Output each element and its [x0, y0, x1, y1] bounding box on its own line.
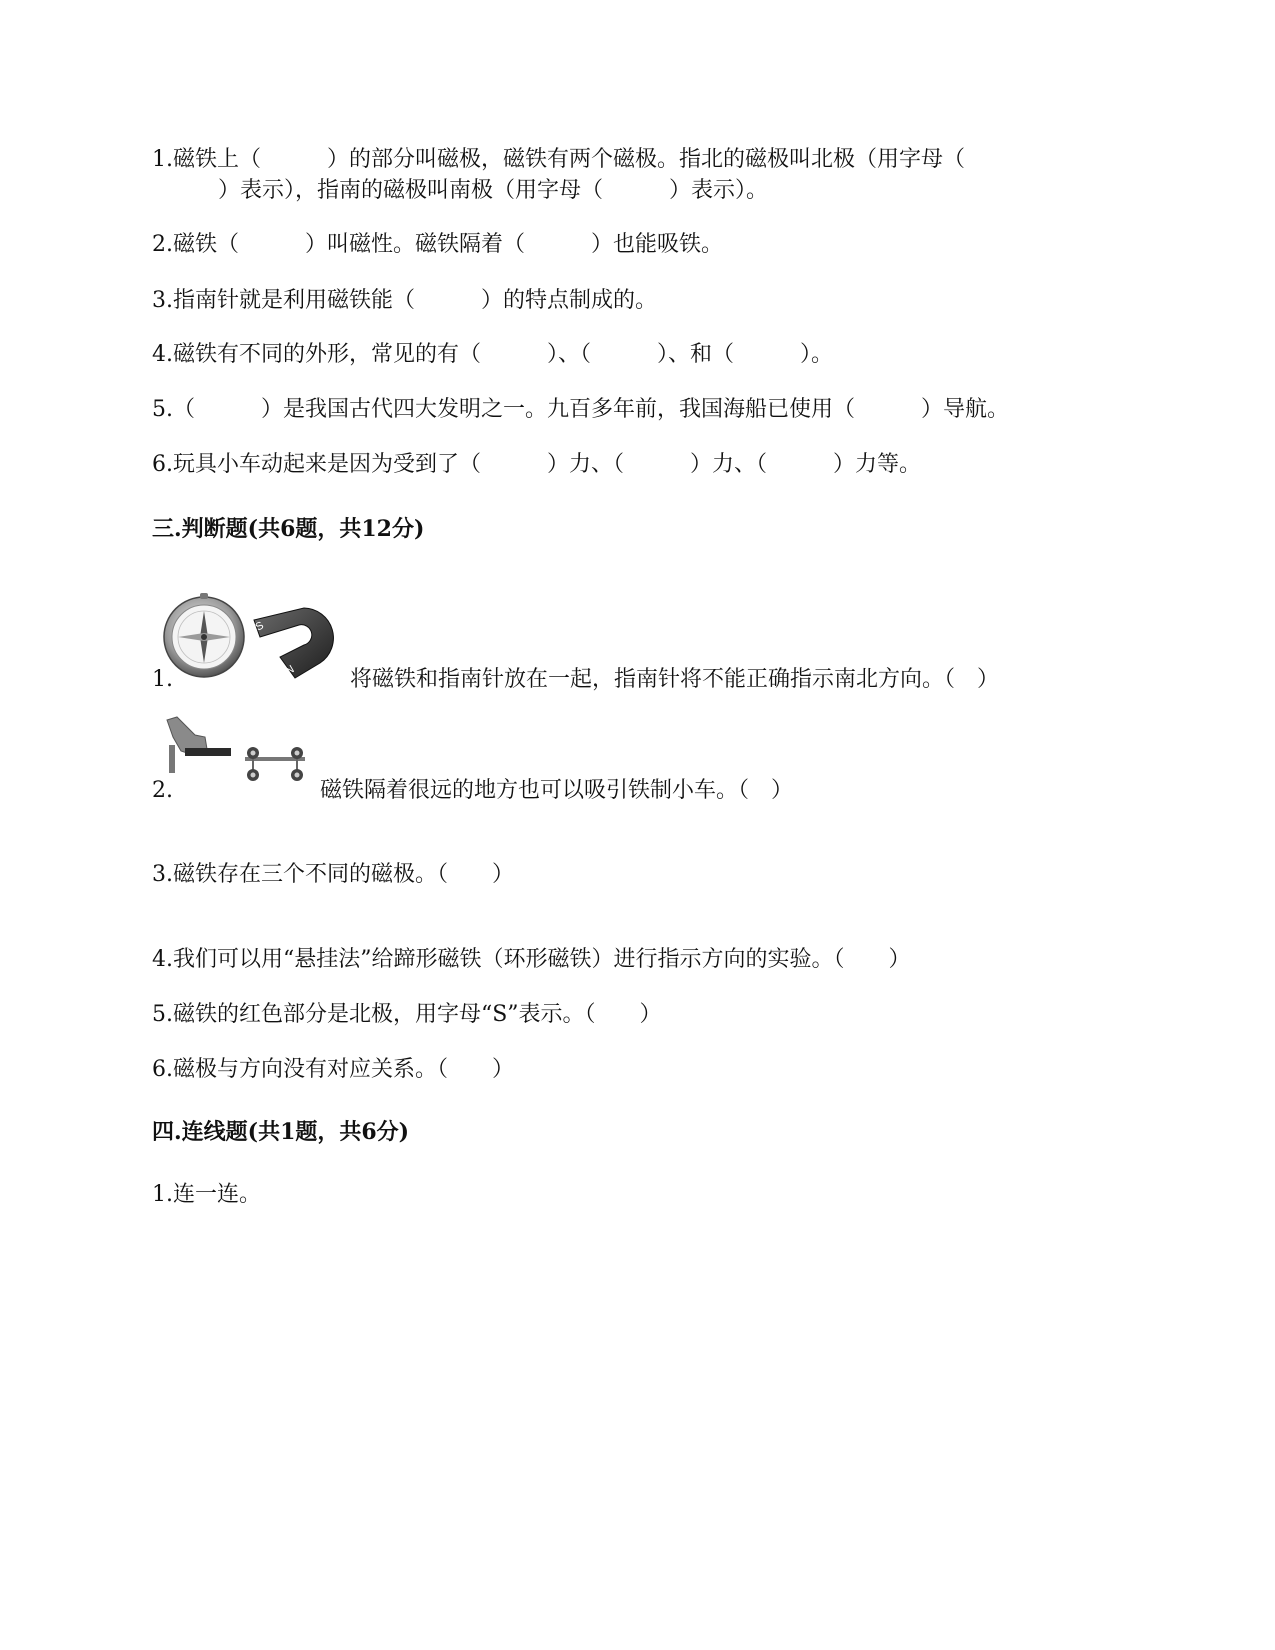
matching-question-1: 1.连一连。 — [152, 1182, 261, 1207]
toy-cart-icon — [245, 747, 305, 781]
section-4-heading: 四.连线题(共1题，共6分) — [152, 1119, 410, 1145]
magnet-pole-s-label: S — [253, 619, 266, 634]
magnet-pole-n-label: N — [283, 663, 297, 678]
judge-question-2-number: 2. — [152, 778, 173, 803]
judge-question-2-text: 磁铁隔着很远的地方也可以吸引铁制小车。（ ） — [320, 778, 794, 803]
fill-question-5: 5.（ ）是我国古代四大发明之一。九百多年前，我国海船已使用（ ）导航。 — [152, 397, 1009, 422]
section-3-heading: 三.判断题(共6题，共12分) — [152, 516, 425, 542]
compass-icon — [164, 593, 244, 677]
judge-question-6: 6.磁极与方向没有对应关系。（ ） — [152, 1057, 514, 1082]
fill-question-1-line-2: ）表示），指南的磁极叫南极（用字母（ ）表示）。 — [152, 178, 769, 203]
judge-question-4: 4.我们可以用“悬挂法”给蹄形磁铁（环形磁铁）进行指示方向的实验。（ ） — [152, 947, 911, 972]
judge-question-1-number: 1. — [152, 667, 173, 692]
fill-question-6: 6.玩具小车动起来是因为受到了（ ）力、（ ）力、（ ）力等。 — [152, 452, 921, 477]
hand-holding-magnet-icon — [167, 717, 231, 773]
fill-question-4: 4.磁铁有不同的外形，常见的有（ ）、（ ）、和（ ）。 — [152, 342, 833, 367]
fill-question-3: 3.指南针就是利用磁铁能（ ）的特点制成的。 — [152, 288, 657, 313]
compass-and-magnet-figure — [162, 575, 357, 690]
judge-question-1-text: 将磁铁和指南针放在一起，指南针将不能正确指示南北方向。（ ） — [350, 667, 1000, 692]
judge-question-5: 5.磁铁的红色部分是北极，用字母“S”表示。（ ） — [152, 1002, 662, 1027]
fill-question-2: 2.磁铁（ ）叫磁性。磁铁隔着（ ）也能吸铁。 — [152, 232, 723, 257]
hand-magnet-cart-figure — [165, 715, 315, 790]
horseshoe-magnet-icon — [254, 608, 334, 678]
judge-question-3: 3.磁铁存在三个不同的磁极。（ ） — [152, 862, 514, 887]
fill-question-1-line-1: 1.磁铁上（ ）的部分叫磁极，磁铁有两个磁极。指北的磁极叫北极（用字母（ — [152, 147, 965, 172]
